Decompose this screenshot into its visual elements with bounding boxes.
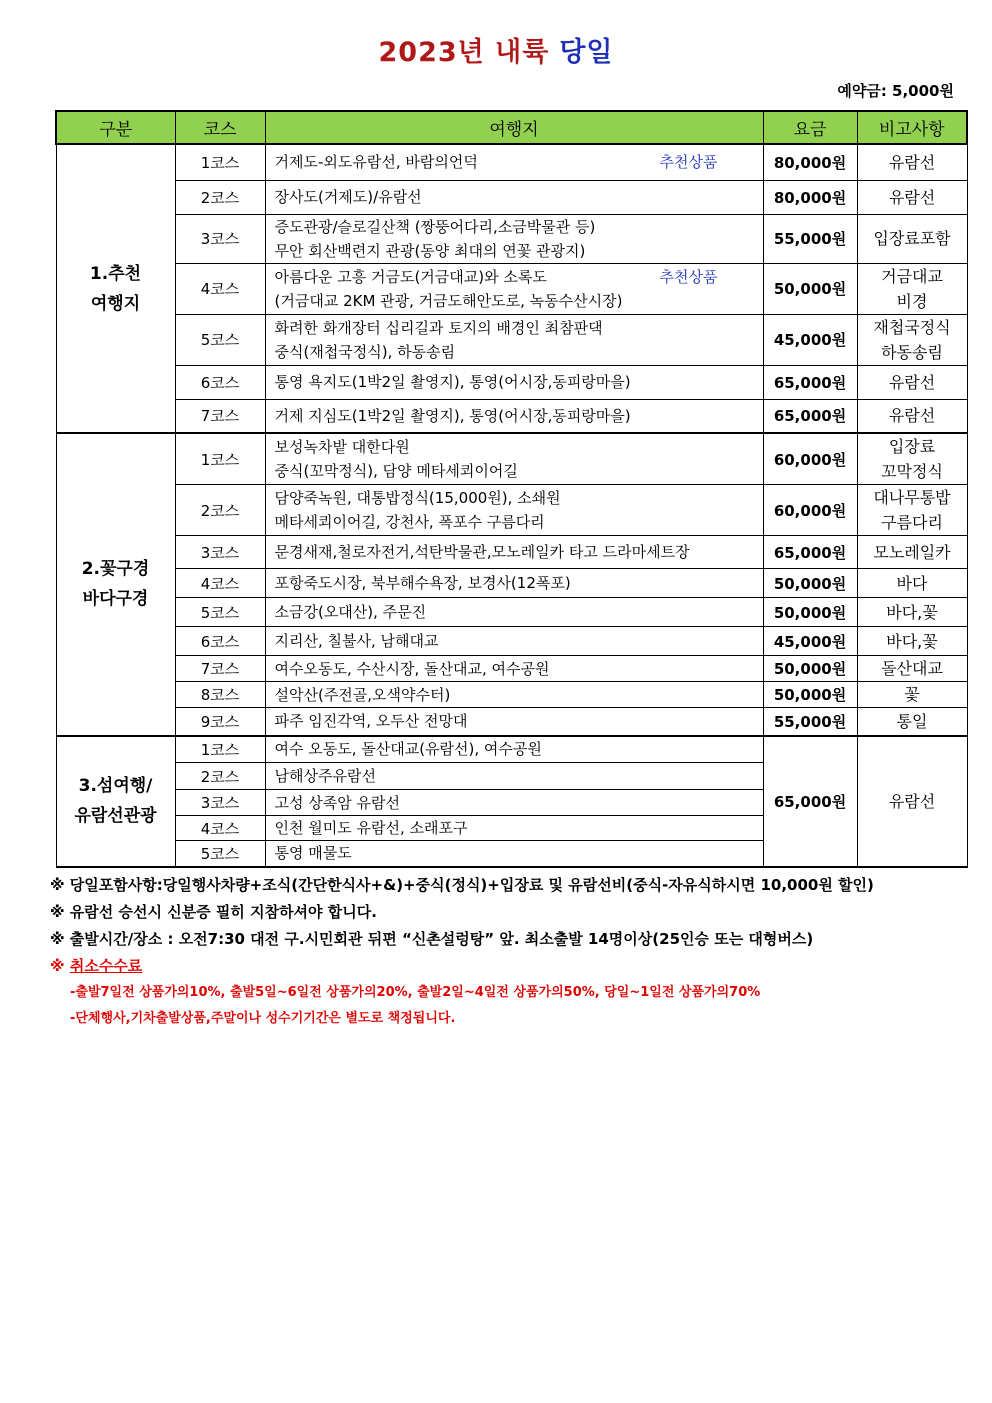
course-cell: 4코스 bbox=[175, 569, 265, 598]
destination-text: 파주 임진각역, 오두산 전망대 bbox=[274, 712, 468, 731]
fee-cell: 50,000원 bbox=[763, 656, 857, 682]
fee-cell: 45,000원 bbox=[763, 314, 857, 365]
cancel-mark: ※ bbox=[50, 957, 65, 975]
recommended-badge: 추천상품 bbox=[659, 153, 718, 172]
destination-cell bbox=[265, 485, 763, 536]
destination-line bbox=[275, 486, 763, 510]
note-cell: 꽃 bbox=[857, 682, 967, 708]
fee-cell: 65,000원 bbox=[763, 536, 857, 569]
course-cell: 4코스 bbox=[175, 263, 265, 314]
destination-text: 지리산, 칠불사, 남해대교 bbox=[274, 632, 439, 650]
table-body bbox=[56, 144, 967, 867]
header-fee: 요금 bbox=[763, 111, 857, 144]
course-cell: 3코스 bbox=[175, 214, 265, 263]
header-category: 구분 bbox=[56, 111, 175, 144]
destination-line bbox=[275, 340, 763, 364]
destination-text: 거제도-외도유람선, 바람의언덕 bbox=[274, 153, 478, 172]
destination-text: 소금강(오대산), 주문진 bbox=[274, 603, 427, 621]
course-cell: 1코스 bbox=[175, 736, 265, 763]
note-cell: 유람선 bbox=[857, 365, 967, 399]
table-row bbox=[56, 433, 967, 485]
destination-text: (거금대교 2KM 관광, 거금도해안도로, 녹동수산시장) bbox=[274, 291, 623, 310]
note-cell: 유람선 bbox=[857, 180, 967, 214]
note-cell: 입장료 꼬막정식 bbox=[857, 433, 967, 485]
destination-cell bbox=[265, 627, 763, 656]
destination-line bbox=[275, 459, 763, 483]
note-cell: 바다,꽃 bbox=[857, 598, 967, 627]
course-cell: 3코스 bbox=[175, 536, 265, 569]
cancel-title-text: 취소수수료 bbox=[69, 957, 143, 975]
destination-cell bbox=[265, 569, 763, 598]
table-row bbox=[56, 569, 967, 598]
cancel-fee-detail: -출발7일전 상품가의10%, 출발5일~6일전 상품가의20%, 출발2일~4일전 상품가의50%, 당일~1일전 상품가의70% bbox=[70, 985, 761, 1000]
destination-cell bbox=[265, 399, 763, 433]
destination-line bbox=[275, 683, 763, 707]
note-cell: 바다,꽃 bbox=[857, 627, 967, 656]
course-cell: 2코스 bbox=[175, 485, 265, 536]
destination-text: 문경새재,철로자전거,석탄박물관,모노레일카 타고 드라마세트장 bbox=[274, 543, 690, 561]
table-row bbox=[56, 263, 967, 314]
table-row bbox=[56, 736, 967, 763]
category-cell: 3.섬여행/ 유람선관광 bbox=[56, 736, 175, 867]
destination-text: 아름다운 고흥 거금도(거금대교)와 소록도 bbox=[274, 267, 547, 286]
destination-line bbox=[275, 150, 763, 174]
header-note: 비고사항 bbox=[857, 111, 967, 144]
fee-cell: 45,000원 bbox=[763, 627, 857, 656]
fee-cell: 50,000원 bbox=[763, 682, 857, 708]
table-row bbox=[56, 682, 967, 708]
destination-text: 포항죽도시장, 북부해수욕장, 보경사(12폭포) bbox=[274, 574, 571, 592]
course-cell: 5코스 bbox=[175, 598, 265, 627]
destination-cell bbox=[265, 763, 763, 790]
destination-text: 설악산(주전골,오색약수터) bbox=[274, 685, 451, 704]
destination-cell bbox=[265, 598, 763, 627]
destination-text: 거제 지심도(1박2일 촬영지), 통영(어시장,동피랑마을) bbox=[274, 406, 631, 425]
category-cell: 1.추천 여행지 bbox=[56, 144, 175, 433]
table-row bbox=[56, 214, 967, 263]
table-row bbox=[56, 656, 967, 682]
destination-line bbox=[275, 709, 763, 733]
fee-cell: 50,000원 bbox=[763, 598, 857, 627]
fee-cell: 60,000원 bbox=[763, 433, 857, 485]
table-row bbox=[56, 627, 967, 656]
destination-text: 여수오동도, 수산시장, 돌산대교, 여수공원 bbox=[274, 659, 550, 678]
destination-cell bbox=[265, 708, 763, 736]
destination-text: 중식(재첩국정식), 하동송림 bbox=[274, 342, 456, 361]
destination-line bbox=[275, 571, 763, 595]
notes-section bbox=[50, 872, 874, 1032]
note-cell: 유람선 bbox=[857, 399, 967, 433]
destination-line bbox=[275, 737, 763, 761]
destination-cell bbox=[265, 144, 763, 180]
note-cell: 바다 bbox=[857, 569, 967, 598]
category-cell: 2.꽃구경 바다구경 bbox=[56, 433, 175, 736]
fee-cell: 65,000원 bbox=[763, 365, 857, 399]
destination-cell bbox=[265, 841, 763, 867]
table-row bbox=[56, 598, 967, 627]
destination-text: 증도관광/슬로길산책 (짱뚱어다리,소금박물관 등) bbox=[274, 217, 596, 236]
destination-line bbox=[275, 600, 763, 624]
table-row bbox=[56, 314, 967, 365]
destination-cell bbox=[265, 433, 763, 485]
note-included: ※ 당일포함사항:당일행사차량+조식(간단한식사+&)+중식(정식)+입장료 및 유람선비(중식-자유식하시면 10,000원 할인) bbox=[50, 876, 874, 894]
destination-line bbox=[275, 841, 763, 865]
destination-line bbox=[275, 764, 763, 788]
destination-text: 중식(꼬막정식), 담양 메타세쾨이어길 bbox=[274, 462, 518, 480]
note-cell: 대나무통밥 구름다리 bbox=[857, 485, 967, 536]
table-row bbox=[56, 365, 967, 399]
table-row bbox=[56, 708, 967, 736]
fee-cell: 50,000원 bbox=[763, 263, 857, 314]
table-row bbox=[56, 144, 967, 180]
fee-cell: 55,000원 bbox=[763, 214, 857, 263]
header-destination: 여행지 bbox=[265, 111, 763, 144]
title-day: 당일 bbox=[559, 37, 614, 68]
note-cell: 거금대교 비경 bbox=[857, 263, 967, 314]
course-cell: 5코스 bbox=[175, 314, 265, 365]
destination-text: 여수 오동도, 돌산대교(유람선), 여수공원 bbox=[274, 740, 542, 759]
destination-cell bbox=[265, 736, 763, 763]
destination-text: 보성녹차밭 대한다원 bbox=[274, 438, 410, 456]
destination-line bbox=[275, 657, 763, 681]
destination-text: 고성 상족암 유람선 bbox=[274, 793, 400, 812]
course-cell: 2코스 bbox=[175, 763, 265, 790]
table-row bbox=[56, 399, 967, 433]
destination-cell bbox=[265, 180, 763, 214]
course-cell: 6코스 bbox=[175, 365, 265, 399]
course-cell: 1코스 bbox=[175, 433, 265, 485]
note-cell: 유람선 bbox=[857, 144, 967, 180]
destination-line bbox=[275, 289, 763, 313]
course-cell: 4코스 bbox=[175, 816, 265, 841]
destination-cell bbox=[265, 816, 763, 841]
course-table bbox=[55, 110, 968, 868]
course-cell: 7코스 bbox=[175, 656, 265, 682]
destination-cell bbox=[265, 365, 763, 399]
destination-cell bbox=[265, 214, 763, 263]
course-cell: 7코스 bbox=[175, 399, 265, 433]
title-year: 2023년 내륙 bbox=[378, 37, 550, 68]
note-id-card: ※ 유람선 승선시 신분증 필히 지참하셔야 합니다. bbox=[50, 903, 377, 921]
destination-line bbox=[275, 370, 763, 394]
note-cell: 모노레일카 bbox=[857, 536, 967, 569]
fee-cell: 55,000원 bbox=[763, 708, 857, 736]
destination-line bbox=[275, 435, 763, 459]
deposit-amount: 예약금: 5,000원 bbox=[837, 82, 954, 100]
destination-line bbox=[275, 265, 763, 289]
destination-line bbox=[275, 404, 763, 428]
destination-cell bbox=[265, 536, 763, 569]
destination-line bbox=[275, 239, 763, 263]
destination-text: 장사도(거제도)/유람선 bbox=[274, 188, 422, 206]
note-cell: 돌산대교 bbox=[857, 656, 967, 682]
header-course: 코스 bbox=[175, 111, 265, 144]
course-cell: 5코스 bbox=[175, 841, 265, 867]
destination-line bbox=[275, 510, 763, 534]
destination-cell bbox=[265, 314, 763, 365]
cancel-fee-title bbox=[50, 953, 874, 980]
course-cell: 9코스 bbox=[175, 708, 265, 736]
destination-text: 통영 매물도 bbox=[274, 844, 352, 863]
destination-line bbox=[275, 316, 763, 340]
fee-cell: 80,000원 bbox=[763, 144, 857, 180]
note-departure: ※ 출발시간/장소 : 오전7:30 대전 구.시민회관 뒤편 “신촌설렁탕” 앞. 최소출발 14명이상(25인승 또는 대형버스) bbox=[50, 930, 814, 948]
table-row bbox=[56, 180, 967, 214]
course-cell: 3코스 bbox=[175, 790, 265, 816]
recommended-badge: 추천상품 bbox=[659, 267, 718, 286]
destination-text: 무안 회산백련지 관광(동양 최대의 연꽃 관광지) bbox=[274, 241, 586, 260]
table-row bbox=[56, 536, 967, 569]
table-header-row bbox=[56, 111, 967, 144]
destination-cell bbox=[265, 263, 763, 314]
destination-line bbox=[275, 791, 763, 815]
fee-cell: 65,000원 bbox=[763, 399, 857, 433]
destination-line bbox=[275, 629, 763, 653]
destination-text: 화려한 화개장터 십리길과 토지의 배경인 최참판댁 bbox=[274, 318, 603, 337]
destination-text: 통영 욕지도(1박2일 촬영지), 통영(어시장,동피랑마을) bbox=[274, 373, 631, 391]
note-cell: 통일 bbox=[857, 708, 967, 736]
fee-cell: 50,000원 bbox=[763, 569, 857, 598]
course-cell: 1코스 bbox=[175, 144, 265, 180]
course-cell: 6코스 bbox=[175, 627, 265, 656]
destination-text: 인천 월미도 유람선, 소래포구 bbox=[274, 819, 468, 837]
destination-text: 담양죽녹원, 대통밥정식(15,000원), 소쇄원 bbox=[274, 489, 561, 507]
destination-line bbox=[275, 540, 763, 564]
note-cell: 재첩국정식 하동송림 bbox=[857, 314, 967, 365]
table-row bbox=[56, 485, 967, 536]
destination-cell bbox=[265, 656, 763, 682]
destination-text: 남해상주유람선 bbox=[274, 767, 376, 785]
note-cell: 유람선 bbox=[857, 736, 967, 867]
cancel-fee-exception: -단체행사,기차출발상품,주말이나 성수기기간은 별도로 책정됩니다. bbox=[70, 1011, 456, 1026]
fee-cell: 60,000원 bbox=[763, 485, 857, 536]
destination-cell bbox=[265, 682, 763, 708]
course-cell: 2코스 bbox=[175, 180, 265, 214]
fee-cell: 65,000원 bbox=[763, 736, 857, 867]
course-cell: 8코스 bbox=[175, 682, 265, 708]
destination-line bbox=[275, 816, 763, 840]
page-title bbox=[0, 30, 992, 69]
note-cell: 입장료포함 bbox=[857, 214, 967, 263]
destination-cell bbox=[265, 790, 763, 816]
destination-line bbox=[275, 185, 763, 209]
destination-line bbox=[275, 215, 763, 239]
fee-cell: 80,000원 bbox=[763, 180, 857, 214]
destination-text: 메타세쾨이어길, 강천사, 폭포수 구름다리 bbox=[274, 513, 545, 531]
